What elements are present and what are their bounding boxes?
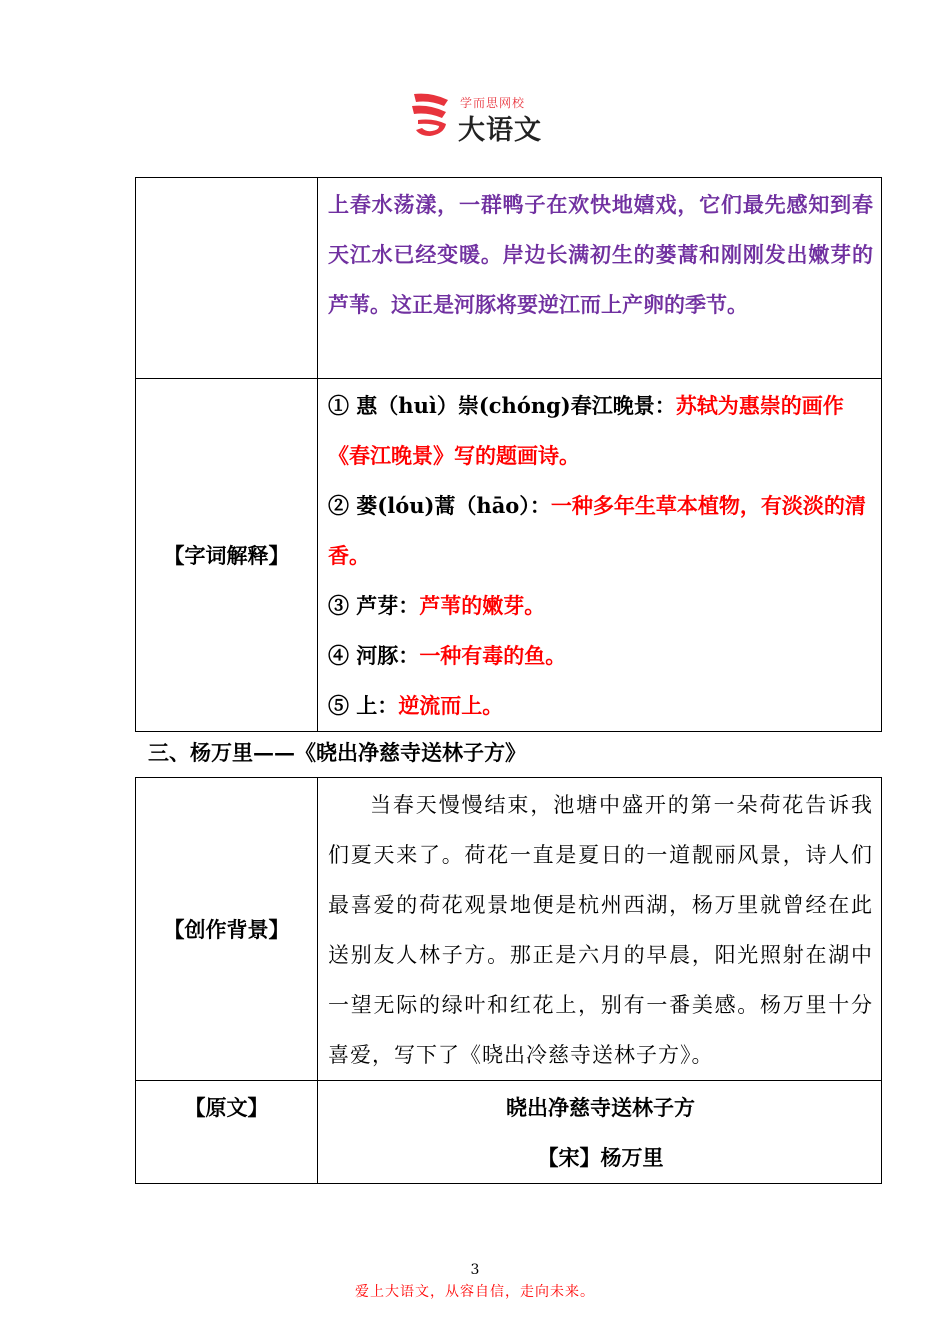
gloss-definition: 苏轼为惠崇的画作《春江晚景》写的题画诗。 — [328, 393, 844, 468]
section-heading: 三、杨万里——《晓出净慈寺送林子方》 — [148, 740, 526, 765]
gloss-item — [328, 681, 873, 731]
table-row — [136, 778, 882, 1081]
original-label: 【原文】 — [136, 1081, 318, 1184]
original-cell — [318, 1081, 882, 1184]
gloss-term: ④ 河豚： — [328, 643, 420, 668]
footer-slogan: 爱上大语文，从容自信，走向未来。 — [355, 1284, 595, 1300]
logo-subtitle: 学而思网校 — [460, 96, 526, 110]
poem-title: 晓出净慈寺送林子方 — [506, 1095, 695, 1120]
poem-table — [135, 777, 882, 1184]
gloss-term: ② 蒌(lóu)蒿（hāo）： — [328, 493, 551, 518]
gloss-term: ① 惠（huì）崇(chóng)春江晚景： — [328, 393, 676, 418]
gloss-item — [328, 381, 873, 481]
gloss-definition: 逆流而上。 — [398, 693, 504, 718]
table-row — [136, 178, 882, 379]
gloss-definition: 一种有毒的鱼。 — [419, 643, 567, 668]
background-cell — [318, 778, 882, 1081]
background-label: 【创作背景】 — [136, 778, 318, 1081]
table-row — [136, 379, 882, 732]
table-row — [136, 1081, 882, 1184]
gloss-item — [328, 481, 873, 581]
gloss-table — [135, 177, 882, 732]
gloss-label: 【字词解释】 — [136, 379, 318, 732]
logo-title: 大语文 — [458, 115, 542, 146]
poem-author: 【宋】杨万里 — [537, 1145, 664, 1170]
gloss-definition: 一种多年生草本植物，有淡淡的清香。 — [328, 493, 866, 568]
page-number: 3 — [470, 1262, 480, 1278]
gloss-item — [328, 631, 873, 681]
gloss-cell — [318, 379, 882, 732]
logo — [408, 90, 558, 146]
gloss-item — [328, 581, 873, 631]
logo-emblem-icon — [408, 90, 454, 138]
empty-label-cell — [136, 178, 318, 379]
gloss-term: ⑤ 上： — [328, 693, 399, 718]
gloss-term: ③ 芦芽： — [328, 593, 420, 618]
translation-cell — [318, 178, 882, 379]
translation-text: 上春水荡漾，一群鸭子在欢快地嬉戏，它们最先感知到春天江水已经变暖。岸边长满初生的蒌蒿和刚刚发出嫩芽的芦苇。这正是河豚将要逆江而上产卵的季节。 — [328, 192, 873, 317]
background-text: 当春天慢慢结束，池塘中盛开的第一朵荷花告诉我们夏天来了。荷花一直是夏日的一道靓丽风景，诗人们最喜爱的荷花观景地便是杭州西湖，杨万里就曾经在此送别友人林子方。那正是六月的早晨，阳光照射在湖中一望无际的绿叶和红花上，别有一番美感。杨万里十分喜爱，写下了《晓出冷慈寺送林子方》。 — [328, 793, 873, 1067]
gloss-definition: 芦苇的嫩芽。 — [419, 593, 546, 618]
